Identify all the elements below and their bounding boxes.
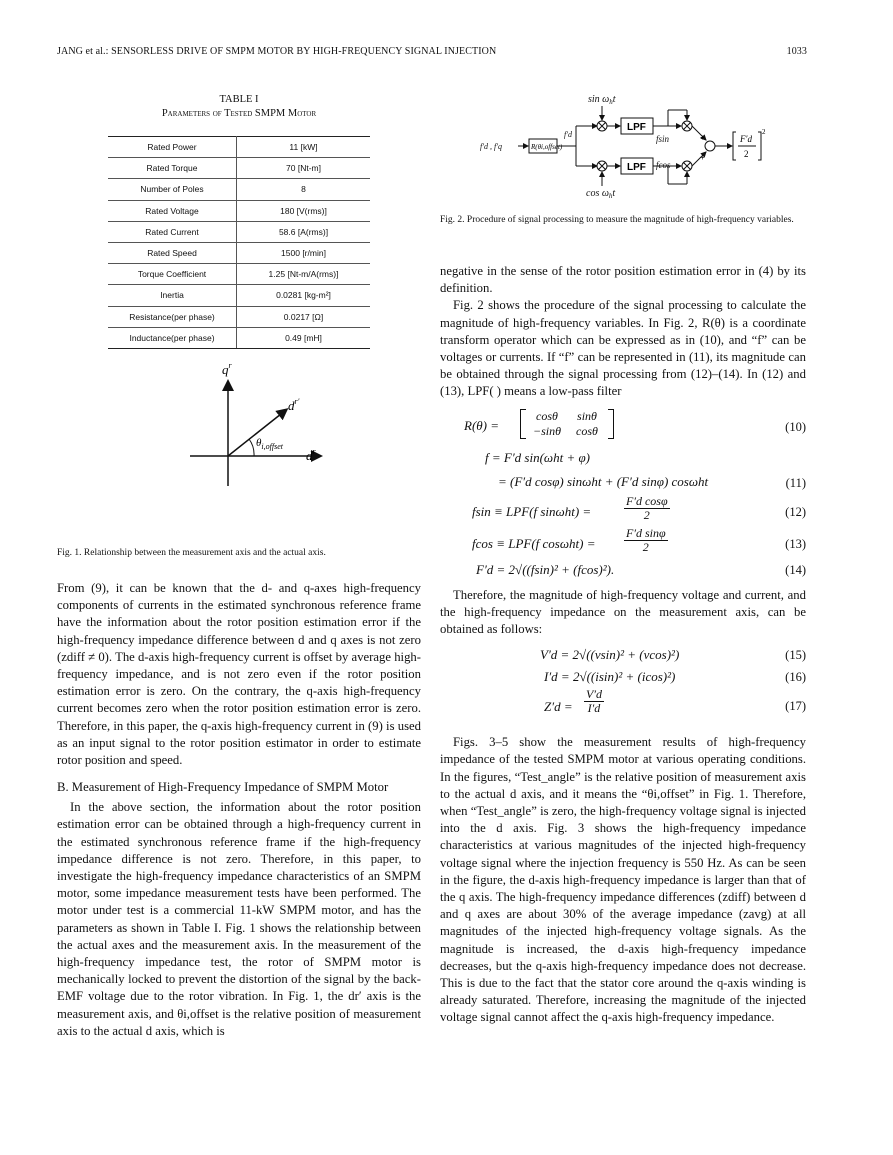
table-row [108,179,370,200]
right-paragraph-4: Figs. 3–5 show the measurement results of high-frequency impedance of the tested SMPM motor at various operating conditions. In the figures, “Test_angle” is the relative position of measurement axis to the actual d axis, and it means the “θi,offset” in Fig. 1. Therefore, when “Test_angle” is zero, the high-frequency voltage signal is injected into the d axis. Fig. 3 shows the high-frequency impedance characteristics at various magnitudes of the injected high-frequency voltage signal where the injection frequency is 550 Hz. As can be seen in the figure, the d-axis high-frequency impedance is larger than that of the q axis. The high-frequency impedance differences (zdiff) between d and q axes are about 30% of the average impedance (zavg) at all magnitudes of the injected high-frequency voltage signals. As the magnitude is increased, the d-axis high-frequency impedance decreases, but the q-axis high-frequency impedance does not decrease. This is due to the fact that the stator core around the q-axis winding is already saturated. Therefore, increasing the magnitude of the injected voltage signal cannot affect the q-axis high-frequency impedance. [440,735,806,1025]
right-paragraph-2: Fig. 2 shows the procedure of the signal processing to calculate the magnitude of high-frequency variables. In Fig. 2, R(θ) is a coordinate transform operator which can be expressed as in (10), and “f” can be voltages or currents. If “f” can be represented in (11), its magnitude can be obtained through the signal processing from (12)–(14). In (12) and (13), LPF( ) means a low-pass filter [440,298,806,399]
svg-text:2: 2 [744,149,749,159]
param-value-cell: 8 [237,179,371,200]
rotation-matrix: cosθ −sinθsinθ cosθ [520,409,614,439]
fsin-label: fsin [656,134,670,144]
param-name-cell: Resistance(per phase) [108,306,237,327]
table-row [108,306,370,327]
table-row [108,137,370,158]
equation-12: fsin ≡ LPF(f sinωht) = $\frac{\text{F′d cosφ}}{2}$ (12) [472,493,806,522]
sin-reference-label: $\sin \omega_ht$ [588,94,616,106]
table-row [108,221,370,242]
svg-text:LPF: LPF [627,162,646,173]
parameters-table [108,136,370,349]
param-value-cell: 58.6 [A(rms)] [237,221,371,242]
param-name-cell: Inertia [108,285,237,306]
svg-text:+: + [700,133,705,142]
left-paragraph-2: In the above section, the information about the rotor position estimation error can be obtained through a high-frequency current in the estimated synchronous reference frame if the high-frequency impedance difference is not zero. Therefore, in this paper, to investigate the high-frequency impedance characteristics of an SMPM motor, some impedance measurement tests have been performed. The motor under test is a commercial 11-kW SMPM motor, and has the parameters as shown in Table I. Fig. 1 shows the relationship between the actual axes and the measurement axis. In the measurement of the high-frequency impedance test, the rotor of SMPM motor is mechanically locked to prevent the distortion of the signal by the back-EMF voltage due to the rotor vibration. In Fig. 1, the dr′ axis is the measurement axis, and θi,offset is the relative position of measurement axis to the actual d axis, which is [57,800,421,1038]
param-value-cell: 0.0217 [Ω] [237,306,371,327]
right-paragraph-1: negative in the sense of the rotor position estimation error in (4) by its definition. [440,264,806,296]
left-paragraph-1: From (9), it can be known that the d- and q-axes high-frequency components of currents in the estimated synchronous reference frame have the information about the rotor position estimation error if the high-frequency impedance difference between d and q axes is not zero (zdiff ≠ 0). The d-axis high-frequency current is offset by average high-frequency impedance, and is not zero even if the rotor position estimation error is zero. On the contrary, the q-axis high-frequency current becomes zero when the rotor position estimation error is zero. Therefore, in this paper, the q-axis high-frequency current in (9) is used as an input signal to the rotor position estimator in order to estimate rotor position and speed. [57,581,421,768]
page-number: 1033 [786,46,807,57]
equation-14: F′d = 2√((fsin)² + (fcos)²). (14) [476,561,806,577]
equation-11b: = (F′d cosφ) sinωht + (F′d sinφ) cosωht (11) [498,473,806,490]
fcos-label: fcos [656,160,671,170]
table-caption [57,93,421,121]
equation-17: Z′d = $\frac{V'd}{I'd}$ (17) [544,687,806,716]
offset-angle-label: $\theta_{i,offset}$ [256,437,283,451]
svg-text:+: + [700,153,705,162]
cos-reference-label: $\cos \omega_ht$ [586,188,616,200]
table-row [108,200,370,221]
table-label: TABLE I [219,94,259,105]
table-row [108,264,370,285]
param-value-cell: 1500 [r/min] [237,242,371,263]
param-name-cell: Inductance(per phase) [108,327,237,348]
equation-11a: f = F′d sin(ωht + φ) [485,449,591,465]
param-name-cell: Rated Torque [108,158,237,179]
param-name-cell: Rated Current [108,221,237,242]
param-name-cell: Torque Coefficient [108,264,237,285]
svg-text:LPF: LPF [627,122,646,133]
param-name-cell: Rated Speed [108,242,237,263]
svg-text:2: 2 [762,128,766,136]
equation-16: I′d = 2√((isin)² + (icos)²) (16) [544,669,806,685]
param-value-cell: 11 [kW] [237,137,371,158]
table-row [108,327,370,348]
param-value-cell: 1.25 [Nt-m/A(rms)] [237,264,371,285]
param-name-cell: Rated Voltage [108,200,237,221]
fig1-caption: Fig. 1. Relationship between the measurement axis and the actual axis. [57,548,326,558]
param-name-cell: Number of Poles [108,179,237,200]
output-label: F′d [740,134,752,144]
table-row [108,242,370,263]
left-column-text [57,580,421,1040]
d-axis-label: $d^r$ [306,447,316,463]
running-header: JANG et al.: SENSORLESS DRIVE OF SMPM MOTOR BY HIGH-FREQUENCY SIGNAL INJECTION [57,46,497,57]
right-paragraph-3: Therefore, the magnitude of high-frequency voltage and current, and the high-frequency impedance on the measurement axis, can be obtained as follows: [440,587,806,637]
fig2-signal-processing-diagram [480,88,780,204]
measurement-axis-label: $d^{r'}$ [288,397,300,413]
rotation-block-label: R(θi,offset) [531,143,563,151]
fd-label: f′d [564,130,572,139]
right-column-text [440,263,806,1027]
input-label: f′d , f′q [480,142,502,151]
fig1-axis-diagram [150,356,340,496]
table-row [108,285,370,306]
table-title: Parameters of Tested SMPM Motor [161,108,317,119]
param-value-cell: 70 [Nt-m] [237,158,371,179]
equation-10: R(θ) = cosθ −sinθsinθ cosθ (10) [464,408,806,438]
param-value-cell: 180 [V(rms)] [237,200,371,221]
summing-junction [705,141,715,151]
equation-13: fcos ≡ LPF(f cosωht) = $\frac{\text{F′d sinφ}}{2}$ (13) [472,525,806,554]
param-name-cell: Rated Power [108,137,237,158]
equation-15: V′d = 2√((vsin)² + (vcos)²) (15) [540,647,806,663]
q-axis-label: $q^r$ [222,361,232,377]
param-value-cell: 0.0281 [kg-m²] [237,285,371,306]
fig2-caption: Fig. 2. Procedure of signal processing to measure the magnitude of high-frequency variables. [440,215,794,225]
param-value-cell: 0.49 [mH] [237,327,371,348]
section-heading-b: B. Measurement of High-Frequency Impedance of SMPM Motor [57,780,389,795]
table-row [108,158,370,179]
